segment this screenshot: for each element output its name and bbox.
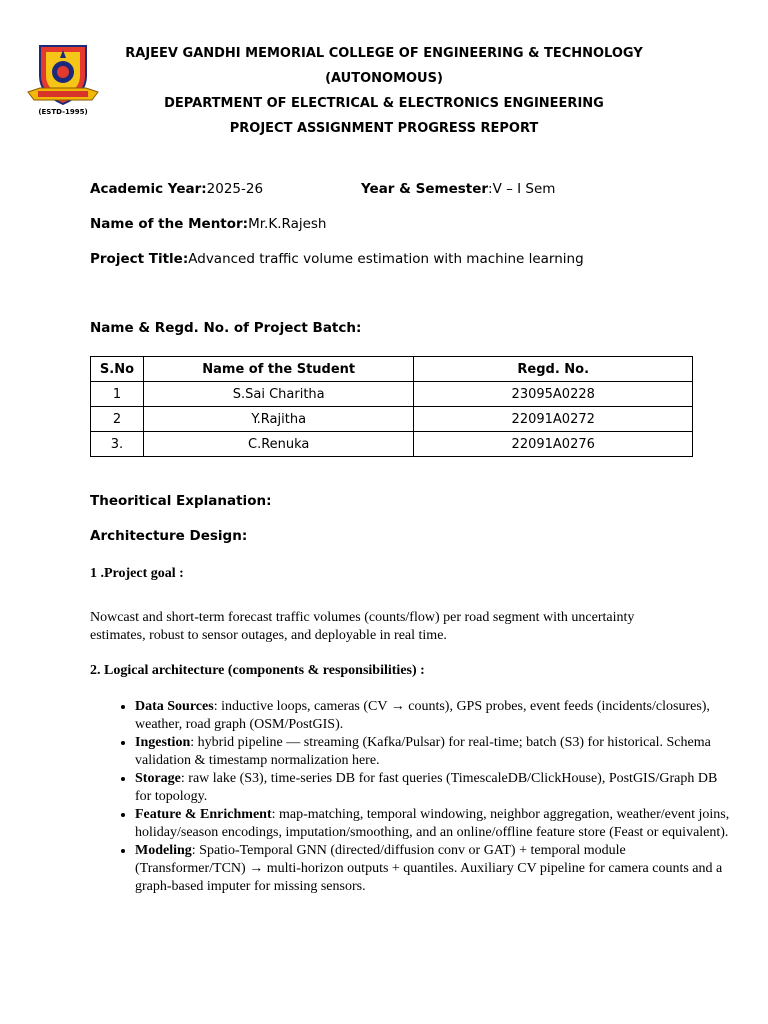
- academic-year-value: 2025-26: [206, 181, 264, 197]
- list-item: • Storage: raw lake (S3), time-series DB for fast queries (TimescaleDB/ClickHouse), PostGIS/Graph DB for topology.: [135, 770, 735, 806]
- regd-cell: 22091A0276: [414, 432, 693, 457]
- regd-cell: 23095A0228: [414, 382, 693, 407]
- batch-heading: Name & Regd. No. of Project Batch:: [90, 320, 362, 336]
- academic-year-label: Academic Year:: [90, 181, 207, 197]
- academic-year: [90, 180, 263, 198]
- list-item: • Modeling: Spatio-Temporal GNN (directed/diffusion conv or GAT) + temporal module (Transformer/TCN) → multi-horizon outputs + quantiles. Auxiliary CV pipeline for camera counts and a graph-based imputer for missing sensors.: [135, 842, 735, 896]
- theory-heading: Theoritical Explanation:: [90, 493, 272, 509]
- goal-heading: 1 .Project goal :: [90, 566, 184, 581]
- semester-value: :V – I Sem: [488, 181, 556, 197]
- table-row: [91, 382, 693, 407]
- table-row: [91, 432, 693, 457]
- sno-cell: 1: [91, 382, 144, 407]
- logical-heading: 2. Logical architecture (components & responsibilities) :: [90, 663, 425, 678]
- sno-cell: 3.: [91, 432, 144, 457]
- batch-table: [90, 356, 693, 457]
- architecture-heading: Architecture Design:: [90, 528, 248, 544]
- logo-caption: (ESTD-1995): [38, 108, 88, 116]
- table-header-row: [91, 357, 693, 382]
- project-title: [90, 250, 584, 268]
- mentor-label: Name of the Mentor:: [90, 216, 249, 232]
- report-title: PROJECT ASSIGNMENT PROGRESS REPORT: [229, 121, 539, 136]
- semester-label: Year & Semester: [361, 181, 489, 197]
- student-name-cell: S.Sai Charitha: [143, 382, 414, 407]
- autonomous-label: (AUTONOMOUS): [325, 71, 443, 86]
- architecture-list: [90, 698, 735, 896]
- table-row: [91, 407, 693, 432]
- column-header: S.No: [91, 357, 144, 382]
- mentor: [90, 215, 327, 233]
- mentor-value: Mr.K.Rajesh: [248, 216, 327, 232]
- project-title-label: Project Title:: [90, 251, 189, 267]
- regd-cell: 22091A0272: [414, 407, 693, 432]
- sno-cell: 2: [91, 407, 144, 432]
- project-title-value: Advanced traffic volume estimation with machine learning: [188, 251, 584, 267]
- student-name-cell: Y.Rajitha: [143, 407, 414, 432]
- student-name-cell: C.Renuka: [143, 432, 414, 457]
- goal-text: Nowcast and short-term forecast traffic volumes (counts/flow) per road segment with uncertainty estimates, robust to sensor outages, and deployable in real time.: [90, 610, 635, 643]
- list-item: • Feature & Enrichment: map-matching, temporal windowing, neighbor aggregation, weather/event joins, holiday/season encodings, imputation/smoothing, and an online/offline feature store (Feast or equivalent).: [135, 806, 735, 842]
- college-name: RAJEEV GANDHI MEMORIAL COLLEGE OF ENGINEERING & TECHNOLOGY: [125, 46, 643, 61]
- year-semester: [361, 180, 555, 198]
- list-item: • Data Sources: inductive loops, cameras (CV → counts), GPS probes, event feeds (incidents/closures), weather, road graph (OSM/PostGIS).: [135, 698, 735, 734]
- department-name: DEPARTMENT OF ELECTRICAL & ELECTRONICS ENGINEERING: [164, 96, 604, 111]
- college-logo: [26, 42, 100, 118]
- column-header: Name of the Student: [143, 357, 414, 382]
- list-item: • Ingestion: hybrid pipeline — streaming (Kafka/Pulsar) for real-time; batch (S3) for historical. Schema validation & timestamp normalization here.: [135, 734, 735, 770]
- column-header: Regd. No.: [414, 357, 693, 382]
